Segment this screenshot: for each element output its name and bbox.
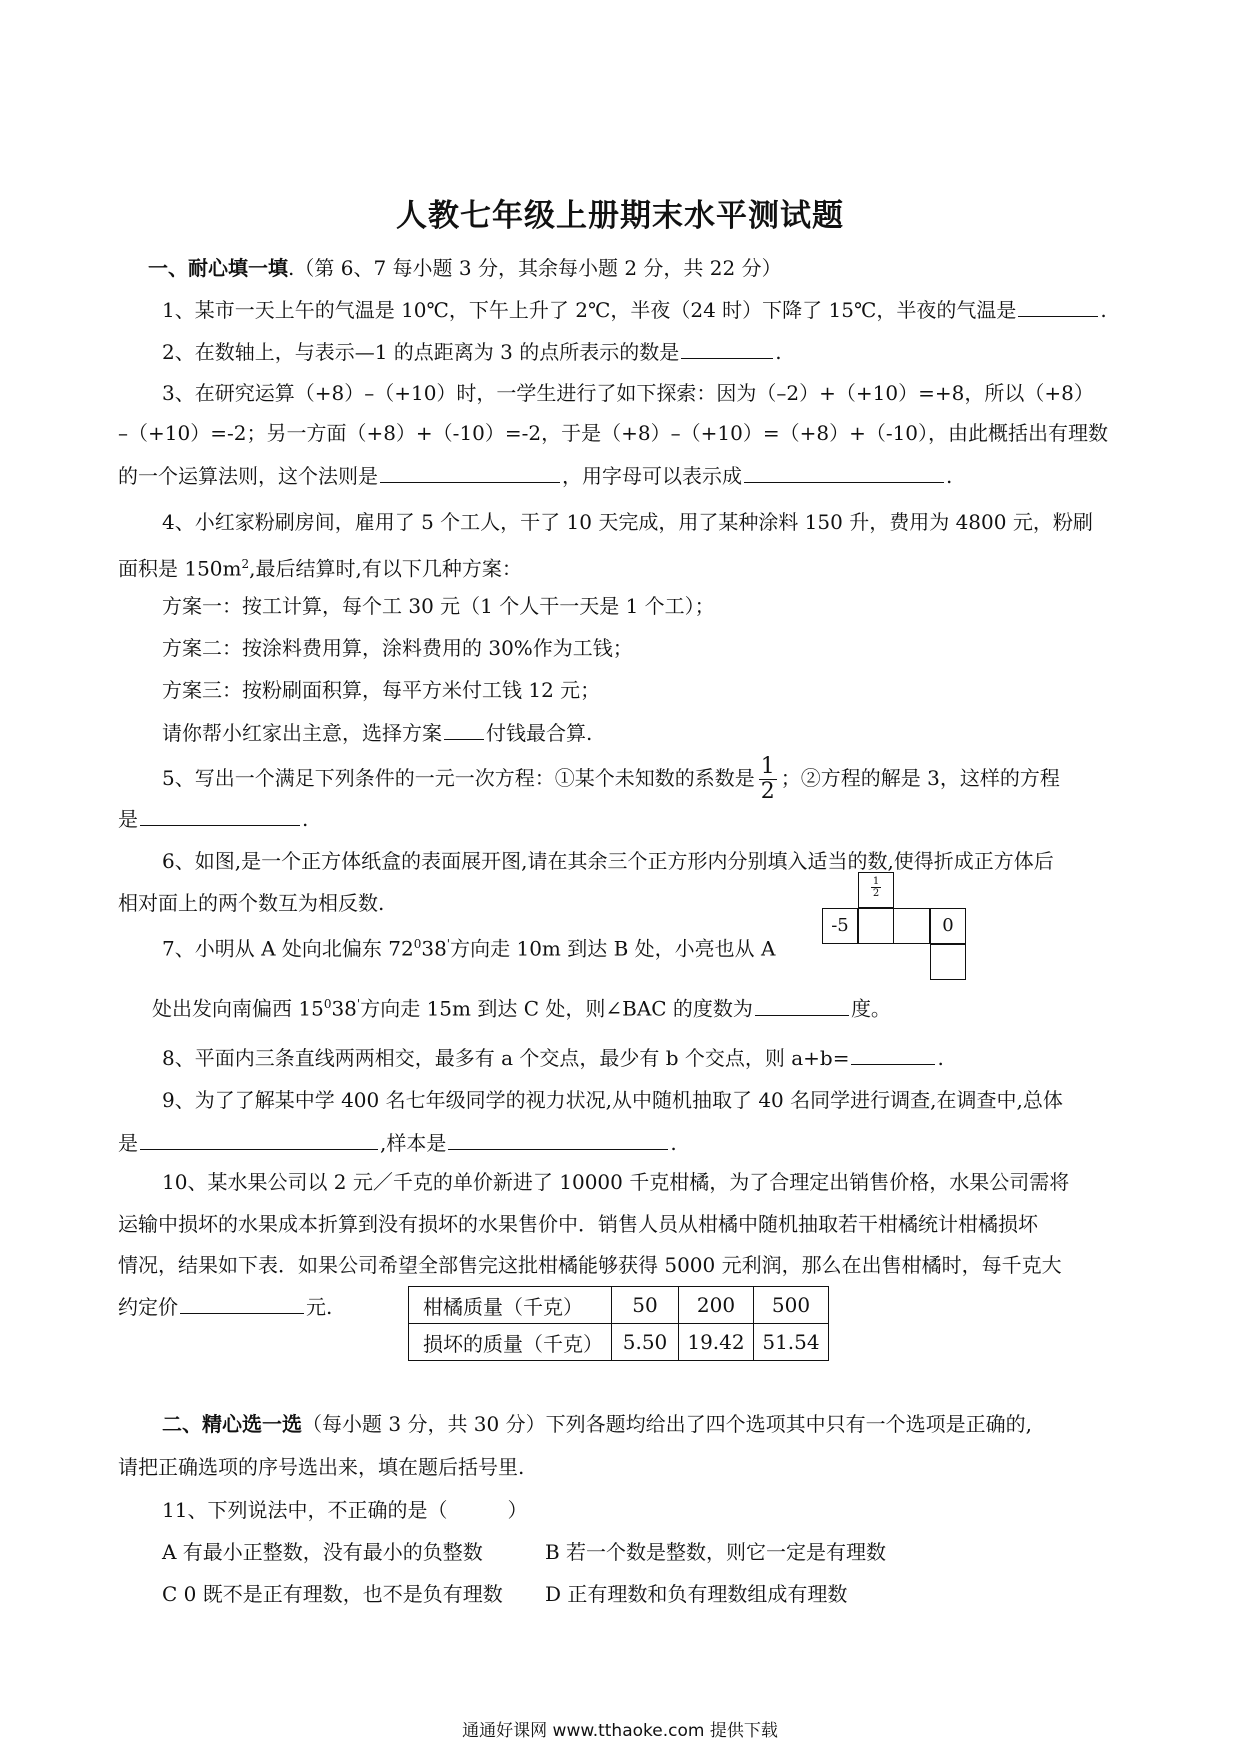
net-cell-right[interactable]: 0 (930, 908, 966, 944)
q7-angle-blank[interactable] (755, 995, 849, 1016)
q10-line2: 运输中损坏的水果成本折算到没有损坏的水果售价中．销售人员从柑橘中随机抽取若干柑橘统计柑橘损坏 (118, 1212, 1038, 1236)
q8-text: 8、平面内三条直线两两相交，最多有 a 个交点，最少有 b 个交点，则 a+b= (162, 1046, 850, 1070)
q10-line4a: 约定价 (118, 1295, 178, 1319)
q4-line2b: ,最后结算时,有以下几种方案： (249, 556, 522, 581)
table-row (409, 1287, 829, 1324)
q4-line2 (118, 551, 522, 582)
q11-option-b[interactable]: B 若一个数是整数，则它一定是有理数 (545, 1540, 887, 1564)
net-cell-top[interactable] (858, 872, 894, 908)
question-1 (162, 296, 1107, 323)
table-cell: 柑橘质量（千克） (409, 1287, 612, 1324)
q10-line1: 10、某水果公司以 2 元／千克的单价新进了 10000 千克柑橘，为了合理定出销售价格，水果公司需将 (162, 1170, 1070, 1194)
q7-sup2: ' (446, 937, 451, 951)
document-title: 人教七年级上册期末水平测试题 (396, 198, 844, 234)
net-cell-bottom[interactable] (930, 944, 966, 980)
q4-plan3: 方案三：按粉刷面积算，每平方米付工钱 12 元； (162, 678, 601, 702)
q1-answer-blank[interactable] (1018, 296, 1098, 317)
table-cell: 500 (754, 1287, 829, 1324)
q9-line2 (118, 1129, 677, 1156)
q7-line2 (152, 991, 891, 1022)
q4-plan1: 方案一：按工计算，每个工 30 元（1 个人干一天是 1 个工）； (162, 594, 715, 618)
q10-line3: 情况，结果如下表．如果公司希望全部售完这批柑橘能够获得 5000 元利润，那么在出售柑橘时，每千克大 (118, 1253, 1062, 1277)
q7-line1c: 方向走 10m 到达 B 处，小亮也从 A (450, 936, 776, 961)
q5-line2 (118, 805, 308, 832)
q9-population-blank[interactable] (140, 1129, 378, 1150)
question-8 (162, 1044, 944, 1071)
net-cell-blank-2[interactable] (894, 908, 930, 944)
q6-line1: 6、如图,是一个正方体纸盒的表面展开图,请在其余三个正方形内分别填入适当的数,使得折成正方体后 (162, 849, 1054, 873)
net-top-num: 1 (872, 876, 880, 887)
q7-line1a: 7、小明从 A 处向北偏东 72 (162, 936, 414, 961)
q6-line2: 相对面上的两个数互为相反数. (118, 891, 385, 915)
q7-sup3: 0 (323, 997, 332, 1011)
q2-end: . (775, 340, 782, 364)
q5-frac-num: 1 (760, 754, 775, 779)
net-top-den: 2 (872, 888, 880, 899)
table-cell: 5.50 (612, 1324, 679, 1361)
section1-heading (148, 255, 782, 281)
q7-line1 (162, 931, 775, 962)
q9-sample-blank[interactable] (448, 1129, 668, 1150)
section2-note: （每小题 3 分，共 30 分）下列各题均给出了四个选项其中只有一个选项是正确的, (302, 1412, 1032, 1436)
q3-line2: –（+10）=-2；另一方面（+8）+（-10）=-2，于是（+8）–（+10）=（+8）+（-10），由此概括出有理数 (118, 421, 1109, 445)
q3-line1: 3、在研究运算（+8）–（+10）时，一学生进行了如下探索：因为（–2）+（+10）=+8，所以（+8） (162, 381, 1094, 405)
q7-sup4: ' (356, 997, 361, 1011)
net-cell-left[interactable]: -5 (822, 908, 858, 944)
q9-line2b: ,样本是 (380, 1131, 447, 1155)
q4-line2-sup: 2 (241, 557, 250, 571)
section1-heading-bold: 一、耐心填一填 (148, 256, 288, 280)
table-cell: 50 (612, 1287, 679, 1324)
q5-line2a: 是 (118, 807, 138, 831)
q3-line3 (118, 462, 952, 489)
q7-line1b: 38 (421, 936, 447, 961)
table-cell: 200 (679, 1287, 754, 1324)
q2-text: 2、在数轴上，与表示—1 的点距离为 3 的点所表示的数是 (162, 340, 680, 364)
q9-line1: 9、为了了解某中学 400 名七年级同学的视力状况,从中随机抽取了 40 名同学进行调查,在调查中,总体 (162, 1088, 1063, 1112)
q4-plan-blank[interactable] (444, 719, 484, 740)
q5-equation-blank[interactable] (140, 805, 300, 826)
page-footer: 通通好课网 www.tthaoke.com 提供下载 (462, 1721, 778, 1741)
net-cell-blank-1[interactable] (858, 908, 894, 944)
q7-sup1: 0 (413, 937, 422, 951)
q11-option-d[interactable]: D 正有理数和负有理数组成有理数 (545, 1582, 848, 1606)
section2-line2: 请把正确选项的序号选出来，填在题后括号里. (118, 1455, 525, 1479)
q5-frac-den: 2 (760, 779, 775, 804)
q4-line2a: 面积是 150m (118, 556, 242, 581)
section1-note: .（第 6、7 每小题 3 分，其余每小题 2 分，共 22 分） (288, 256, 782, 280)
q11-option-a[interactable]: A 有最小正整数，没有最小的负整数 (162, 1540, 483, 1564)
section2-heading-bold: 二、精心选一选 (162, 1412, 302, 1436)
q8-answer-blank[interactable] (851, 1044, 935, 1065)
table-cell: 损坏的质量（千克） (409, 1324, 612, 1361)
q8-end: . (937, 1046, 944, 1070)
q7-line2b: 38 (331, 996, 357, 1021)
table-cell: 51.54 (754, 1324, 829, 1361)
q11-stem: 11、下列说法中，不正确的是（ ） (162, 1498, 528, 1522)
q3-formula-blank[interactable] (744, 462, 944, 483)
q7-line2c: 方向走 15m 到达 C 处，则∠BAC 的度数为 (360, 996, 753, 1021)
q3-line3a: 的一个运算法则，这个法则是 (118, 464, 378, 488)
table-row (409, 1324, 829, 1361)
q5-end: . (302, 807, 309, 831)
q9-end: . (670, 1131, 677, 1155)
q3-end: . (946, 464, 953, 488)
q11-option-c[interactable]: C 0 既不是正有理数，也不是负有理数 (162, 1582, 503, 1606)
q5-line1b: ；②方程的解是 3，这样的方程 (780, 766, 1060, 790)
q2-answer-blank[interactable] (681, 338, 773, 359)
q3-rule-blank[interactable] (380, 462, 560, 483)
q4-plan2: 方案二：按涂料费用算，涂料费用的 30%作为工钱； (162, 636, 633, 660)
q10-line4 (118, 1293, 332, 1320)
q10-line4b: 元. (306, 1295, 333, 1319)
q1-end: . (1100, 298, 1107, 322)
q4-ask (162, 719, 592, 746)
q1-text: 1、某市一天上午的气温是 10℃，下午上升了 2℃，半夜（24 时）下降了 15℃，半夜的气温是 (162, 298, 1017, 322)
q5-line1a: 5、写出一个满足下列条件的一元一次方程：①某个未知数的系数是 (162, 766, 755, 790)
q7-end: 度。 (850, 996, 891, 1021)
q7-line2a: 处出发向南偏西 15 (152, 996, 324, 1021)
q5-line1 (162, 750, 1060, 806)
orange-damage-table (408, 1286, 829, 1361)
section2-heading (162, 1411, 1032, 1437)
q3-line3b: ，用字母可以表示成 (562, 464, 742, 488)
q9-line2a: 是 (118, 1131, 138, 1155)
question-2 (162, 338, 782, 365)
one-half-fraction (759, 755, 777, 804)
q4-ask-a: 请你帮小红家出主意，选择方案 (162, 721, 442, 745)
q10-price-blank[interactable] (180, 1293, 304, 1314)
table-cell: 19.42 (679, 1324, 754, 1361)
q4-ask-b: 付钱最合算. (486, 721, 593, 745)
q4-line1: 4、小红家粉刷房间，雇用了 5 个工人，干了 10 天完成，用了某种涂料 150 升，费用为 4800 元，粉刷 (162, 510, 1093, 534)
